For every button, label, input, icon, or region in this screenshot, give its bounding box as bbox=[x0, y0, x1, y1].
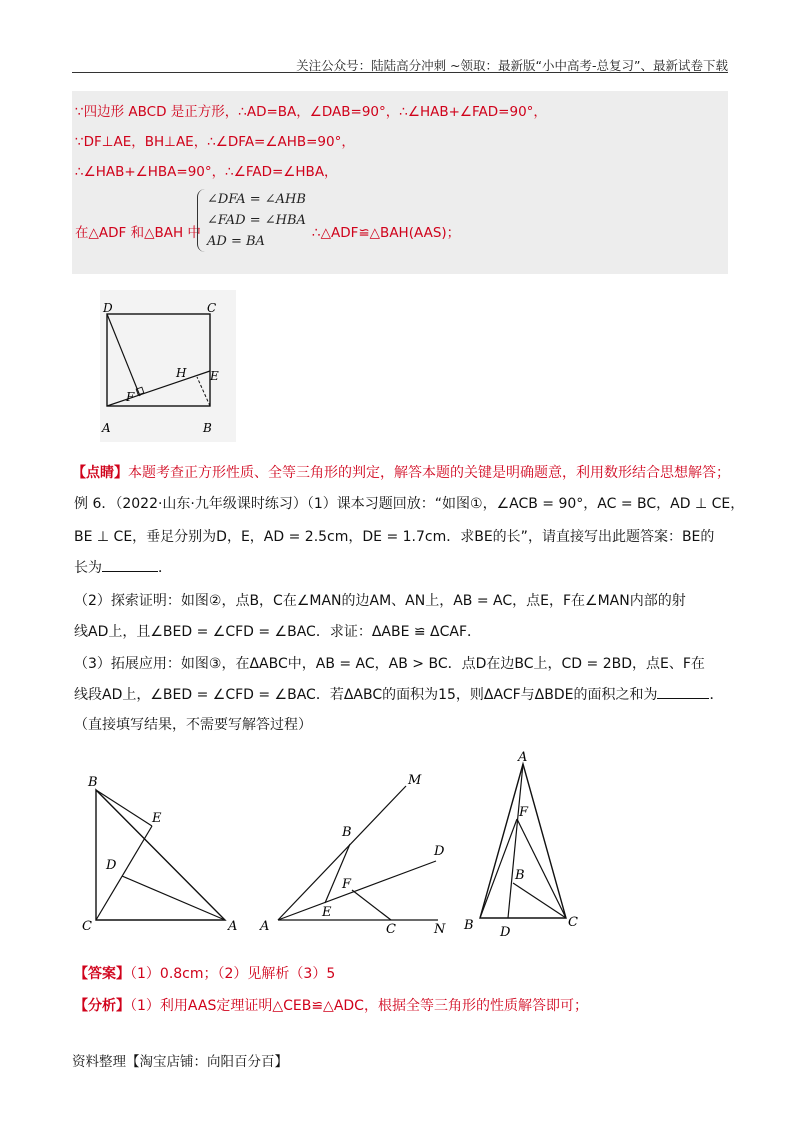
segment-be bbox=[96, 790, 152, 826]
segment-bh bbox=[197, 377, 210, 406]
solution-line-3: ∴∠HAB+∠HBA=90°，∴∠FAD=∠HBA， bbox=[75, 164, 338, 180]
header-divider bbox=[72, 72, 728, 73]
fig1-label-a: A bbox=[228, 919, 238, 934]
fig1-label-c: C bbox=[82, 919, 92, 934]
analysis-text: （1）利用AAS定理证明△CEB≌△ADC，根据全等三角形的性质解答即可； bbox=[130, 998, 588, 1014]
fig2-label-n: N bbox=[434, 922, 446, 937]
fig3-label-a: A bbox=[518, 750, 528, 765]
label-b: B bbox=[203, 421, 212, 435]
square-abcd bbox=[107, 314, 210, 406]
answer-tag: 【答案】 bbox=[74, 966, 130, 982]
label-c: C bbox=[207, 301, 217, 315]
fig1-label-b: B bbox=[88, 775, 98, 790]
condition-2: ∠FAD = ∠HBA bbox=[207, 213, 306, 228]
answer-3-blank bbox=[657, 686, 709, 699]
analysis-line bbox=[74, 995, 588, 1015]
example-line-1: 例 6．（2022·山东·九年级课时练习）（1）课本习题回放：“如图①，∠ACB = 90°，AC = BC，AD ⊥ CE， bbox=[74, 496, 745, 512]
solution-line-1: ∵四边形 ABCD 是正方形，∴AD=BA，∠DAB=90°，∴∠HAB+∠FAD=90°， bbox=[75, 104, 547, 120]
answer-line bbox=[74, 963, 335, 983]
analysis-tag: 【分析】 bbox=[74, 998, 130, 1014]
example-line-4: （2）探索证明：如图②，点B，C在∠MAN的边AM、AN上，AB = AC，点E，F在∠MAN内部的射 bbox=[74, 593, 686, 609]
footer-text: 资料整理【淘宝店铺：向阳百分百】 bbox=[72, 1054, 288, 1070]
figure-1 bbox=[80, 770, 250, 935]
solution-conclusion: ∴△ADF≌△BAH(AAS)； bbox=[312, 225, 461, 241]
fig2-label-c: C bbox=[386, 922, 396, 937]
answer-1-end: ． bbox=[158, 560, 172, 576]
figure-3 bbox=[458, 748, 588, 938]
example-line-3 bbox=[74, 557, 172, 577]
segment-ce bbox=[96, 826, 152, 920]
example-line-7 bbox=[74, 684, 723, 704]
fig2-label-e: E bbox=[322, 905, 332, 920]
segment-cf bbox=[352, 890, 391, 920]
solution-line-2: ∵DF⊥AE，BH⊥AE，∴∠DFA=∠AHB=90°， bbox=[75, 134, 355, 150]
ray-am bbox=[278, 786, 406, 920]
fig2-label-d: D bbox=[434, 844, 445, 859]
example-line-2: BE ⊥ CE，垂足分别为D，E，AD = 2.5cm，DE = 1.7cm．求BE的长”，请直接写出此题答案：BE的 bbox=[74, 529, 715, 545]
ray-ad bbox=[278, 861, 436, 920]
label-h: H bbox=[176, 366, 187, 380]
example-line-8: （直接填写结果，不需要写解答过程） bbox=[74, 717, 312, 733]
answer-3-end: ． bbox=[709, 687, 724, 703]
square-figure bbox=[100, 290, 236, 442]
fig2-label-m: M bbox=[408, 773, 422, 788]
fig3-label-c: C bbox=[568, 915, 578, 930]
label-f: F bbox=[126, 390, 135, 404]
fig3-label-f: F bbox=[519, 805, 529, 820]
condition-3: AD = BA bbox=[207, 234, 265, 249]
label-e: E bbox=[210, 369, 219, 383]
answer-1-prompt: 长为 bbox=[74, 560, 102, 576]
fig3-label-e: B bbox=[515, 868, 525, 883]
fig2-label-b: B bbox=[342, 825, 352, 840]
answer-1-blank bbox=[102, 559, 158, 572]
tip-tag: 【点睛】 bbox=[72, 465, 128, 481]
figure-2 bbox=[258, 770, 458, 940]
header-text: 关注公众号：陆陆高分冲刺 ~领取：最新版“小中高考-总复习”、最新试卷下载 bbox=[296, 58, 728, 73]
fig3-label-b: B bbox=[464, 918, 474, 933]
example-line-6: （3）拓展应用：如图③，在ΔABC中，AB = AC，AB > BC．点D在边BC上，CD = 2BD，点E、F在 bbox=[74, 656, 705, 672]
solution-prefix: 在△ADF 和△BAH 中 bbox=[75, 225, 201, 241]
segment-ae bbox=[107, 371, 210, 406]
answer-text: （1）0.8cm；（2）见解析（3）5 bbox=[130, 966, 336, 982]
fig2-label-a: A bbox=[260, 919, 270, 934]
answer-3-prompt: 线段AD上，∠BED = ∠CFD = ∠BAC．若ΔABC的面积为15，则ΔACF与ΔBDE的面积之和为 bbox=[74, 687, 658, 703]
right-angle-mark bbox=[136, 387, 144, 395]
segment-bf bbox=[480, 819, 517, 918]
fig1-label-d: D bbox=[106, 858, 117, 873]
segment-df bbox=[107, 314, 140, 396]
condition-1: ∠DFA = ∠AHB bbox=[207, 192, 306, 207]
condition-brace bbox=[197, 189, 306, 252]
example-line-5: 线AD上，且∠BED = ∠CFD = ∠BAC．求证：ΔABE ≌ ΔCAF． bbox=[74, 624, 482, 640]
fig2-label-f: F bbox=[342, 877, 352, 892]
fig3-label-d: D bbox=[500, 925, 511, 938]
segment-ad bbox=[508, 764, 523, 918]
fig1-label-e: E bbox=[152, 811, 162, 826]
segment-ad bbox=[122, 876, 225, 920]
tip-text: 本题考查正方形性质、全等三角形的判定，解答本题的关键是明确题意，利用数形结合思想解答； bbox=[128, 465, 730, 481]
tip-paragraph bbox=[72, 462, 730, 482]
label-d: D bbox=[103, 301, 113, 315]
triangle-abc bbox=[480, 764, 566, 918]
label-a: A bbox=[102, 421, 111, 435]
triangle-abc bbox=[96, 790, 225, 920]
